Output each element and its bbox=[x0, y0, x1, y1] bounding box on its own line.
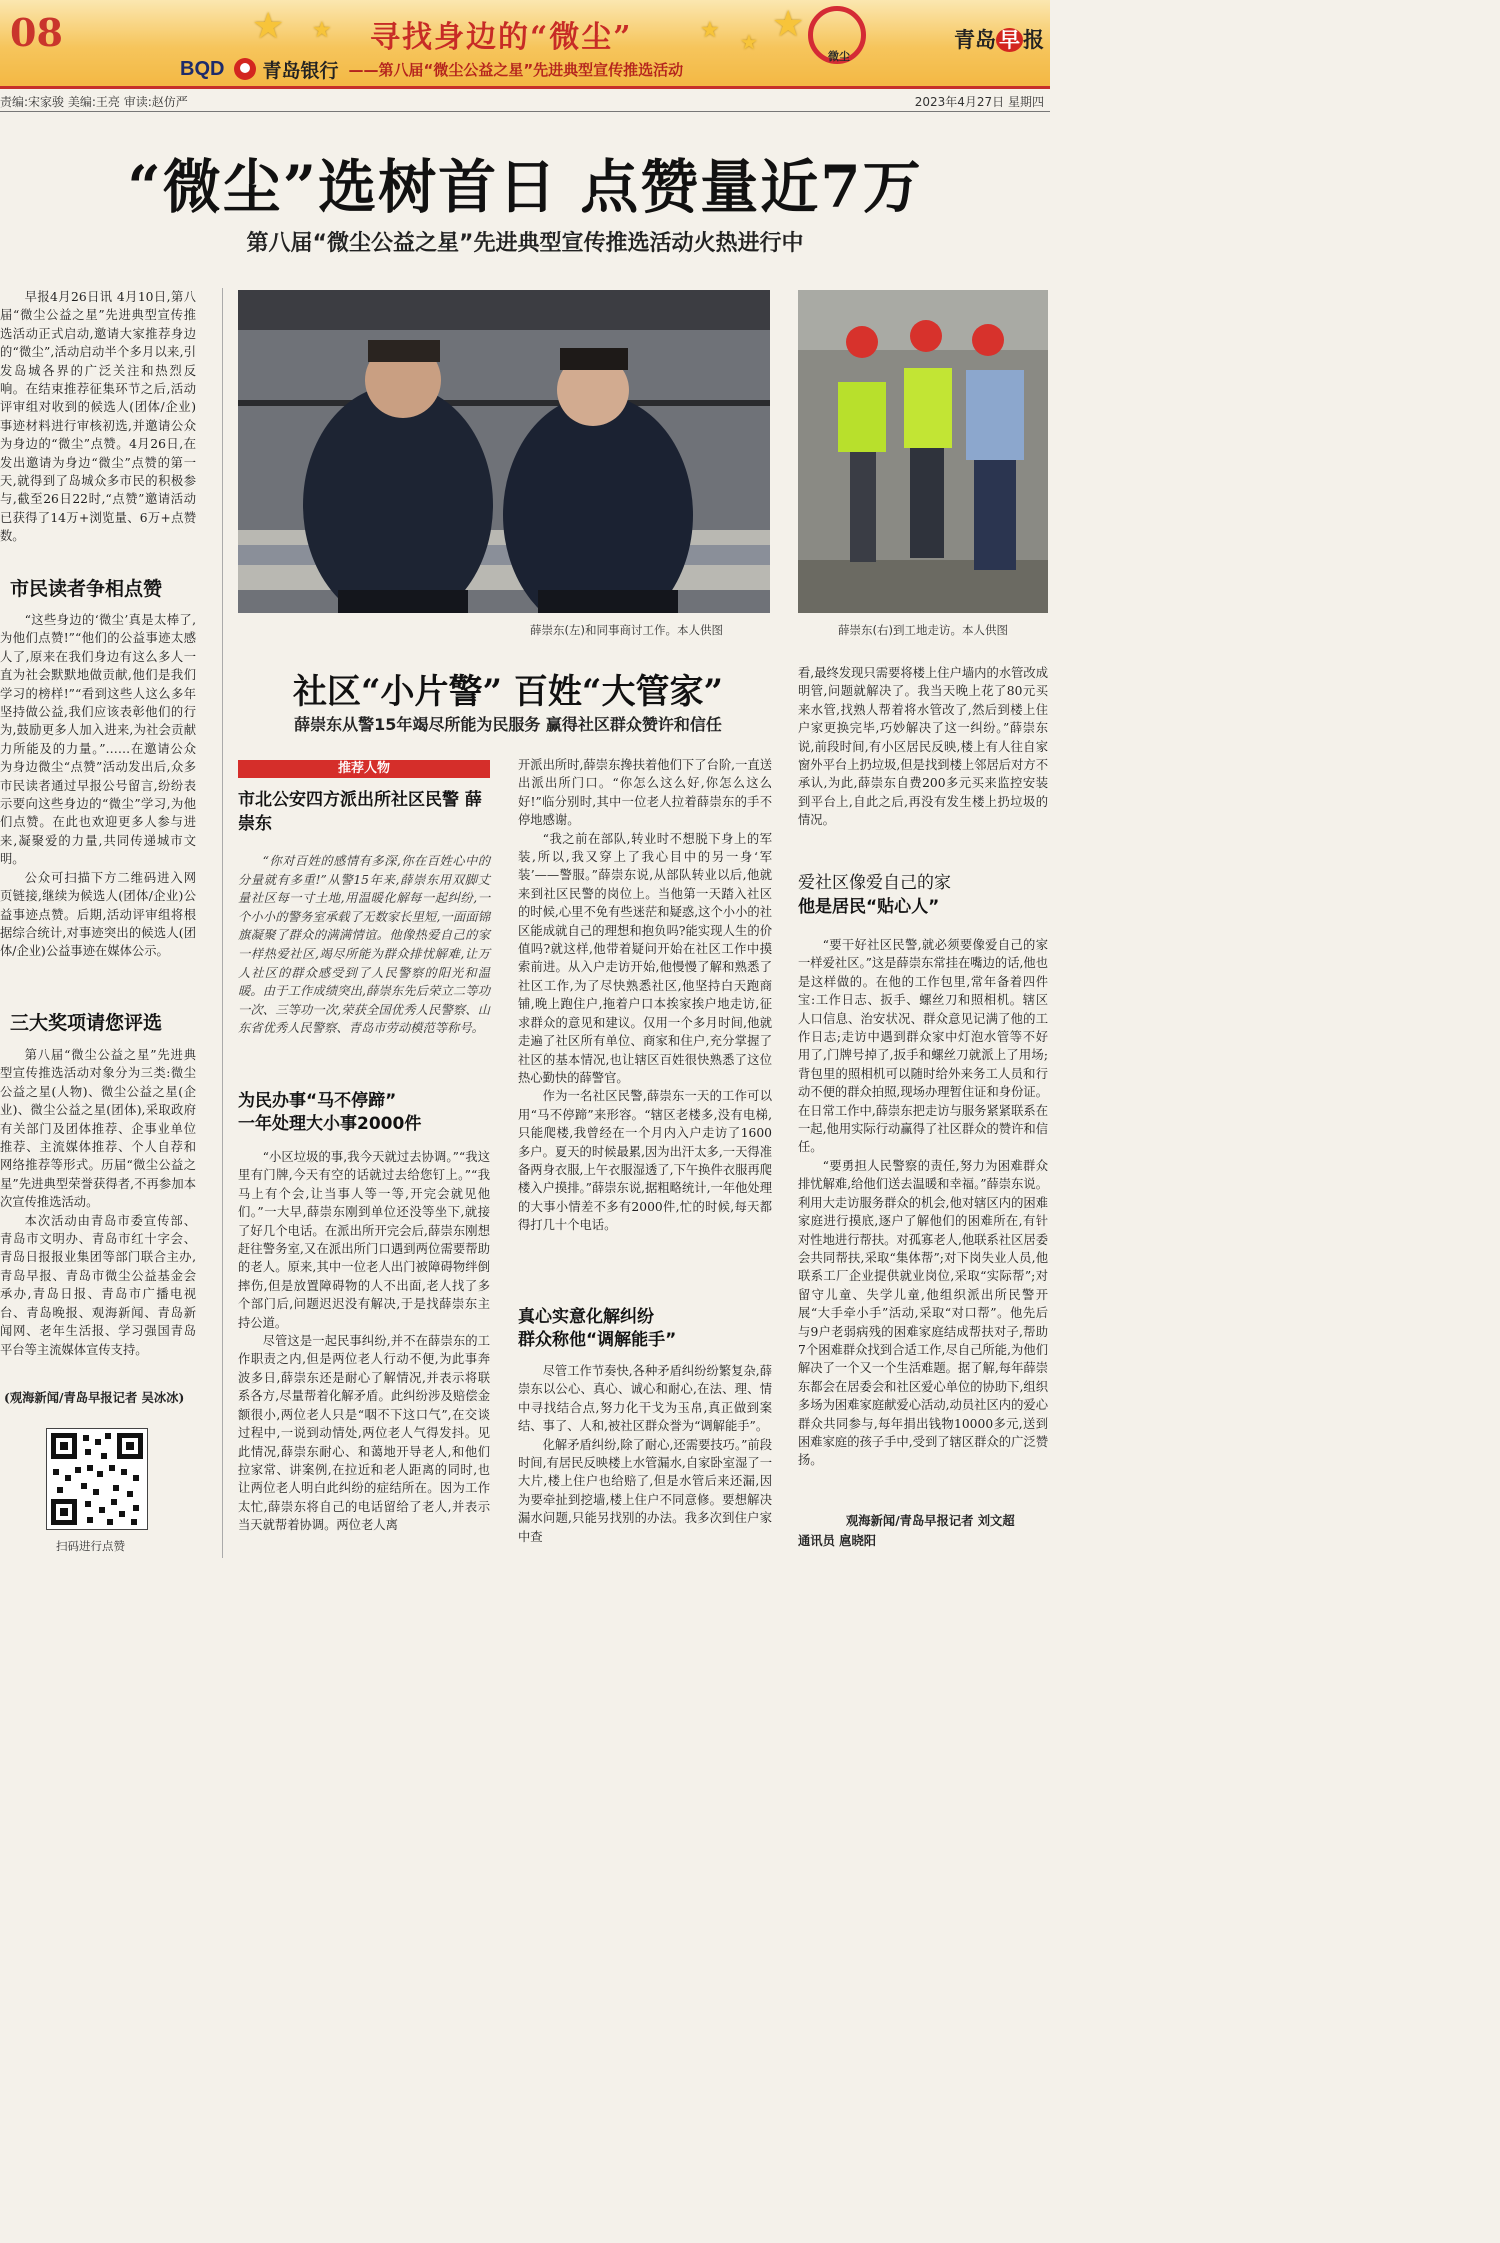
issue-date: 2023年4月27日 星期四 bbox=[914, 95, 1044, 109]
qr-code[interactable] bbox=[46, 1428, 148, 1530]
weichen-logo-text: 微尘 bbox=[828, 50, 850, 63]
bqd-text: BQD bbox=[180, 57, 225, 80]
section-body: 第八届“微尘公益之星”先进典型宣传推选活动对象分为三类:微尘公益之星(人物)、微尘公益之星(企业)、微尘公益之星(团体),采取政府有关部门及团体推荐、企事业单位推荐、主流媒体推荐、个人自荐和网络推荐等形式。历届“微尘公益之星”先进典型荣誉获得者,不再参加本次宣传推选活动。 本次活动由青岛市委宣传部、青岛市文明办、青岛市红十字会、青岛日报报业集团等部门联合主办,青岛早报、青岛市微尘公益基金会承办,青岛日报、青岛市广播电视台、青岛晚报、观海新闻、青岛新闻网、老年生活报、学习强国青岛平台等主流媒体宣传支持。 bbox=[0, 1048, 196, 1357]
star-icon: ★ bbox=[312, 18, 332, 43]
star-icon: ★ bbox=[740, 30, 758, 54]
campaign-text: ——第八届“微尘公益之星”先进典型宣传推选活动 bbox=[348, 60, 684, 79]
paper-name: 青岛 早 报 bbox=[954, 28, 1044, 52]
qr-caption: 扫码进行点赞 bbox=[56, 1539, 125, 1553]
feature-intro: “你对百姓的感情有多深,你在百姓心中的分量就有多重!”从警15年来,薛崇东用双脚丈量社区每一寸土地,用温暖化解每一起纠纷,一个小小的警务室承载了无数家长里短,一面面锦旗凝聚了群众的满满情谊。他像热爱自己的家一样热爱社区,竭尽所能为群众排忧解难,让万人社区的群众感受到了人民警察的阳光和温暖。由于工作成绩突出,薛崇东先后荣立二等功一次、三等功一次,荣获全国优秀人民警察、山东省优秀人民警察、青岛市劳动模范等称号。 bbox=[238, 854, 490, 1036]
section-title: 一年处理大小事2000件 bbox=[238, 1114, 422, 1134]
feature-title: 社区“小片警” 百姓“大管家” bbox=[292, 672, 724, 712]
editor-credits: 责编:宋家骏 美编:王亮 审读:赵仿严 bbox=[0, 95, 188, 109]
main-headline: “微尘”选树首日 点赞量近7万 bbox=[127, 153, 923, 221]
section-title: 他是居民“贴心人” bbox=[798, 897, 940, 917]
byline: (观海新闻/青岛早报记者 吴冰冰) bbox=[4, 1390, 185, 1405]
feature-byline-2: 通讯员 扈晓阳 bbox=[798, 1533, 877, 1548]
section-title: 三大奖项请您评选 bbox=[10, 1012, 163, 1034]
feature-column-2b: 尽管工作节奏快,各种矛盾纠纷纷繁复杂,薛崇东以公心、真心、诚心和耐心,在法、理、情中寻找结合点,努力化干戈为玉帛,真正做到案结、事了、人和,被社区群众誉为“调解能手”。 化解矛盾纠纷,除了耐心,还需要技巧。”前段时间,有居民反映楼上水管漏水,自家卧室湿了一大片,楼上住户也给赔了,但是水管后来还漏,因为要牵扯到挖墙,楼上住户不同意修。要想解决漏水问题,只能另找别的办法。我多次到住户家中查 bbox=[518, 1364, 772, 1544]
person-title: 市北公安四方派出所社区民警 薛崇东 bbox=[238, 790, 482, 834]
page-number: 08 bbox=[10, 10, 63, 55]
feature-column-2: 开派出所时,薛崇东搀扶着他们下了台阶,一直送出派出所门口。“你怎么这么好,你怎么这么好!”临分别时,其中一位老人拉着薛崇东的手不停地感谢。 “我之前在部队,转业时不想脱下身上的军装,所以,我又穿上了我心目中的另一身‘军装’——警服。”薛崇东说,从部队转业以后,他就来到社区民警的岗位上。当他第一天踏入社区的时候,心里不免有些迷茫和疑惑,这个小小的社区能成就自己的理想和抱负吗?能实现人生的价值吗?就这样,他带着疑问开始在社区工作中摸索前进。从入户走访开始,他慢慢了解和熟悉了社区工作,为了尽快熟悉社区,他坚持白天跑商铺,晚上跑住户,拖着户口本挨家挨户地走访,征求群众的意见和建议。仅用一个多月时间,他就走遍了社区所有单位、商家和住户,充分掌握了社区的基本情况,也让辖区百姓很快熟悉了这位热心勤快的薛警官。 作为一名社区民警,薛崇东一天的工作可以用“马不停蹄”来形容。“辖区老楼多,没有电梯,只能爬楼,我曾经在一个月内入户走访了1600多户。夏天的时候最累,因为出汗太多,一天得准备两身衣服,上午衣服湿透了,下午换件衣服再爬楼入户摸排。”薛崇东说,据粗略统计,一年他处理的大事小情差不多有2000件,忙的时候,每天都得打几十个电话。 bbox=[518, 758, 772, 1233]
section-title: 真心实意化解纠纷 bbox=[518, 1307, 654, 1327]
sponsor-bar bbox=[180, 56, 870, 82]
feature-byline: 观海新闻/青岛早报记者 刘文超 bbox=[846, 1513, 1015, 1528]
star-icon: ★ bbox=[700, 18, 720, 43]
section-title: 爱社区像爱自己的家 bbox=[798, 873, 951, 893]
section-title: 为民办事“马不停蹄” bbox=[238, 1091, 397, 1111]
section-title: 市民读者争相点赞 bbox=[10, 578, 163, 600]
side-photo-caption: 薛崇东(右)到工地走访。本人供图 bbox=[838, 623, 1008, 637]
main-photo-caption: 薛崇东(左)和同事商讨工作。本人供图 bbox=[530, 623, 723, 637]
sub-headline: 第八届“微尘公益之星”先进典型宣传推选活动火热进行中 bbox=[246, 231, 804, 256]
column-divider bbox=[222, 288, 223, 1558]
star-icon: ★ bbox=[252, 6, 285, 47]
section-title: 群众称他“调解能手” bbox=[518, 1330, 677, 1350]
header-rule bbox=[0, 111, 1050, 112]
feature-column-3: 看,最终发现只需要将楼上住户墙内的水管改成明管,问题就解决了。我当天晚上花了80元买来水管,找熟人帮着将水管改了,然后到楼上住户家更换完毕,巧妙解决了这一纠纷。”薛崇东说,前段时间,有小区居民反映,楼上有人往自家窗外平台上扔垃圾,但是找到楼上邻居后对方不承认,为此,薛崇东自费200多元买来监控安装到平台上,自此之后,再没有发生楼上扔垃圾的情况。 bbox=[798, 666, 1048, 828]
section-body: “这些身边的‘微尘’真是太棒了,为他们点赞!”“他们的公益事迹太感人了,原来在我们身边有这么多人一直为社会默默地做贡献,他们是我们学习的榜样!”“看到这些人这么多年坚持做公益,我们应该表彰他们的行为,鼓励更多人加入进来,为社会贡献力所能及的力量。”……在邀请公众为身边微尘“点赞”活动发出后,众多市民读者通过早报公号留言,纷纷表示要向这些身边的“微尘”学习,为他们点赞。在此也欢迎更多人参与进来,凝聚爱的力量,共同传递城市文明。 公众可扫描下方二维码进入网页链接,继续为候选人(团体/企业)公益事迹点赞。后期,活动评审组将根据综合统计,对事迹突出的候选人(团体/企业)公益事迹在媒体公示。 bbox=[0, 613, 196, 959]
bank-brand bbox=[234, 56, 338, 83]
recommended-tag: 推荐人物 bbox=[238, 760, 490, 778]
star-icon: ★ bbox=[772, 4, 805, 45]
side-photo bbox=[798, 290, 1048, 613]
feature-column-3b: “要干好社区民警,就必须要像爱自己的家一样爱社区。”这是薛崇东常挂在嘴边的话,他也是这样做的。在他的工作包里,常年备着四件宝:工作日志、扳手、螺丝刀和照相机。辖区人口信息、治安状况、群众意见记满了他的工作日志;走访中遇到群众家中灯泡水管等不好用了,门牌号掉了,扳手和螺丝刀就派上了用场;背包里的照相机可以随时给外来务工人员和行动不便的群众拍照,现场办理暂住证和身份证。在日常工作中,薛崇东把走访与服务紧紧联系在一起,他用实际行动赢得了社区群众的赞许和信任。 “要勇担人民警察的责任,努力为困难群众排忧解难,给他们送去温暖和幸福。”薛崇东说。利用大走访服务群众的机会,他对辖区内的困难家庭进行摸底,逐户了解他们的困难所在,有针对性地进行帮扶。对孤寡老人,他联系社区居委会共同帮扶,采取“集体帮”;对下岗失业人员,他联系工厂企业提供就业岗位,采取“实际帮”;对留守儿童、失学儿童,他组织派出所民警开展“大手牵小手”活动,采取“对口帮”。他先后与9户老弱病残的困难家庭结成帮扶对子,帮助7个困难群众找到合适工作,尽自己所能,为他们解决了一个又一个生活难题。据了解,每年薛崇东都会在居委会和社区爱心单位的协助下,组织多场为困难家庭献爱心活动,动员社区内的爱心群众共同参与,每年捐出钱物10000多元,送到困难家庭的孩子手中,受到了辖区群众的广泛赞扬。 bbox=[798, 938, 1048, 1468]
bank-logo-icon bbox=[234, 58, 256, 80]
main-photo bbox=[238, 290, 770, 613]
lead-story bbox=[0, 288, 196, 546]
bank-name: 青岛银行 bbox=[262, 59, 339, 82]
feature-column-1: “小区垃圾的事,我今天就过去协调。”“我这里有门牌,今天有空的话就过去给您钉上。”“我马上有个会,让当事人等一等,开完会就见他们。”一大早,薛崇东刚到单位还没等坐下,就接了好几个电话。在派出所开完会后,薛崇东刚想赶往警务室,又在派出所门口遇到两位需要帮助的老人。原来,其中一位老人出门被障碍物绊倒摔伤,但是放置障碍物的人不出面,老人找了多个部门后,问题迟迟没有解决,于是找薛崇东主持公道。 尽管这是一起民事纠纷,并不在薛崇东的工作职责之内,但是两位老人行动不便,为此事奔波多日,薛崇东还是耐心了解情况,并表示将联系各方,尽量帮着化解矛盾。此纠纷涉及赔偿金额很小,两位老人只是“咽不下这口气”,在交谈过程中,一说到动情处,两位老人气得发抖。见此情况,薛崇东耐心、和蔼地开导老人,和他们拉家常、讲案例,在拉近和老人距离的同时,也让两位老人明白此纠纷的症结所在。因为工作太忙,薛崇东将自己的电话留给了老人,并表示当天就帮着协调。两位老人离 bbox=[238, 1150, 490, 1533]
feature-subtitle: 薛崇东从警15年竭尽所能为民服务 赢得社区群众赞许和信任 bbox=[294, 715, 722, 734]
lead-paragraph: 早报4月26日讯 4月10日,第八届“微尘公益之星”先进典型宣传推选活动正式启动,邀请大家推荐身边的“微尘”,活动启动半个多月以来,引发岛城各界的广泛关注和热烈反响。在结束推荐征集环节之后,活动评审组对收到的候选人(团体/企业)事迹材料进行审核初选,并邀请公众为身边的“微尘”点赞。4月26日,在发出邀请为身边“微尘”点赞的第一天,就得到了岛城众多市民的积极参与,截至26日22时,“点赞”邀请活动已获得了14万+浏览量、6万+点赞数。 bbox=[0, 290, 196, 544]
banner-title: 寻找身边的“微尘” bbox=[370, 20, 633, 55]
